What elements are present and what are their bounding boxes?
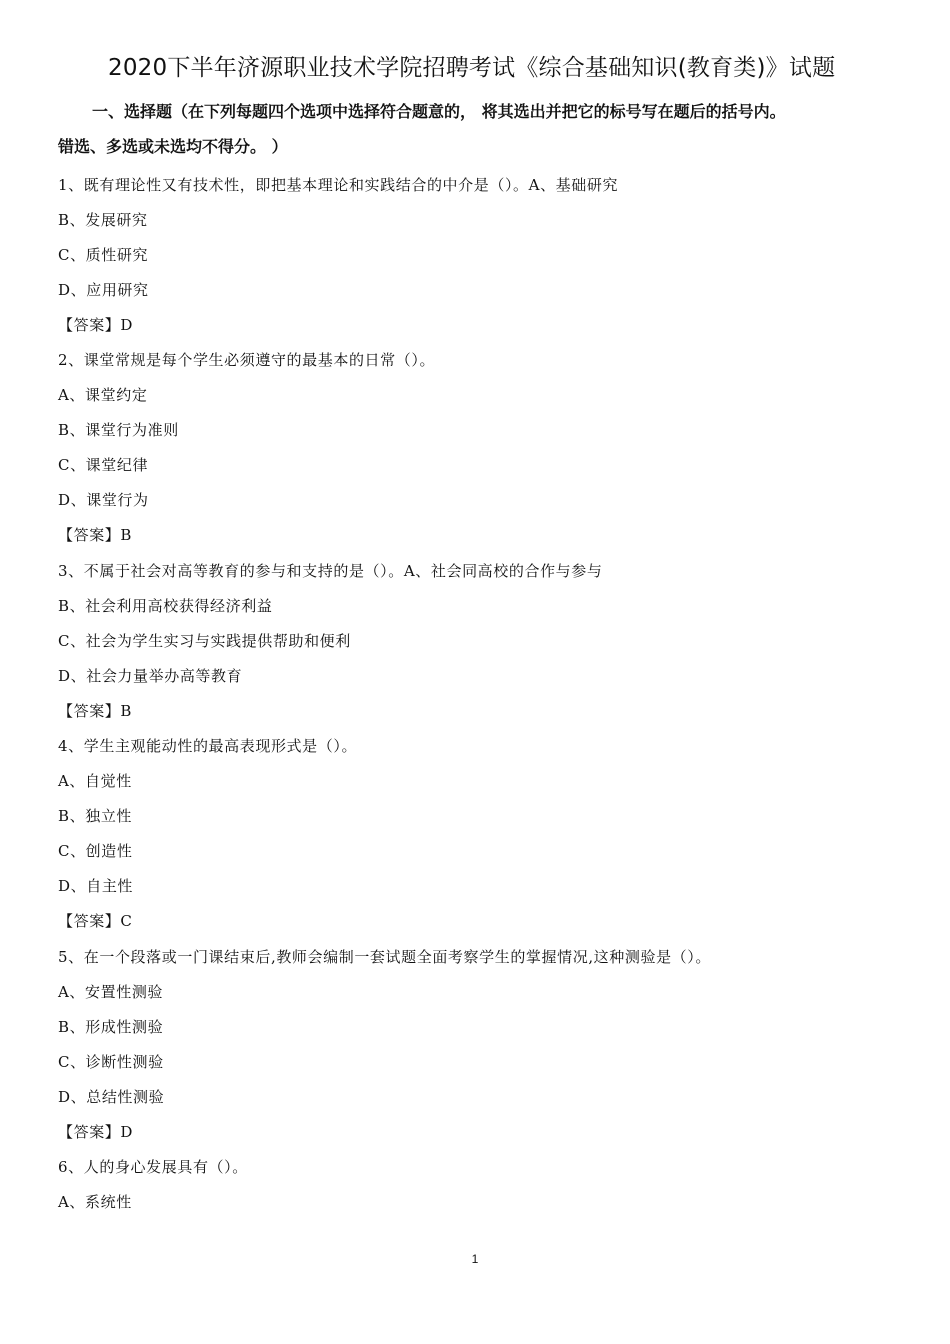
- section-instructions-line-2: 错选、多选或未选均不得分。 ）: [58, 137, 288, 156]
- question-3-answer: 【答案】B: [58, 702, 133, 720]
- question-4-option-b: B、独立性: [58, 807, 133, 825]
- question-5-stem: 5、在一个段落或一门课结束后,教师会编制一套试题全面考察学生的掌握情况,这种测验是（）。: [58, 948, 711, 966]
- question-3-option-c: C、社会为学生实习与实践提供帮助和便利: [58, 632, 351, 650]
- question-1-option-b: B、发展研究: [58, 211, 148, 229]
- question-1-stem: 1、既有理论性又有技术性，即把基本理论和实践结合的中介是（）。A、基础研究: [58, 176, 619, 194]
- question-6-stem: 6、人的身心发展具有（）。: [58, 1158, 248, 1176]
- question-4-option-c: C、创造性: [58, 842, 133, 860]
- question-4-option-a: A、自觉性: [58, 772, 132, 790]
- question-2-option-a: A、课堂约定: [58, 386, 148, 404]
- question-1-answer: 【答案】D: [58, 316, 134, 334]
- question-5-option-b: B、形成性测验: [58, 1018, 164, 1036]
- question-4-option-d: D、自主性: [58, 877, 134, 895]
- question-1-option-c: C、质性研究: [58, 246, 149, 264]
- question-5-answer: 【答案】D: [58, 1123, 134, 1141]
- question-4-answer: 【答案】C: [58, 912, 133, 930]
- question-3-option-b: B、社会利用高校获得经济利益: [58, 597, 273, 615]
- page-number: 1: [471, 1252, 479, 1266]
- question-3-stem: 3、不属于社会对高等教育的参与和支持的是（）。A、社会同高校的合作与参与: [58, 562, 603, 580]
- question-1-option-d: D、应用研究: [58, 281, 149, 299]
- question-5-option-c: C、诊断性测验: [58, 1053, 164, 1071]
- question-2-stem: 2、课堂常规是每个学生必须遵守的最基本的日常（）。: [58, 351, 436, 369]
- document-title: 2020下半年济源职业技术学院招聘考试《综合基础知识(教育类)》试题: [108, 55, 836, 81]
- question-2-option-c: C、课堂纪律: [58, 456, 149, 474]
- question-4-stem: 4、学生主观能动性的最高表现形式是（）。: [58, 737, 358, 755]
- question-2-option-d: D、课堂行为: [58, 491, 149, 509]
- question-2-option-b: B、课堂行为准则: [58, 421, 179, 439]
- section-instructions-line-1: 一、选择题（在下列每题四个选项中选择符合题意的， 将其选出并把它的标号写在题后的括号内。: [92, 102, 786, 121]
- question-3-option-d: D、社会力量举办高等教育: [58, 667, 243, 685]
- question-5-option-a: A、安置性测验: [58, 983, 164, 1001]
- question-5-option-d: D、总结性测验: [58, 1088, 165, 1106]
- question-6-option-a: A、系统性: [58, 1193, 132, 1211]
- question-2-answer: 【答案】B: [58, 526, 133, 544]
